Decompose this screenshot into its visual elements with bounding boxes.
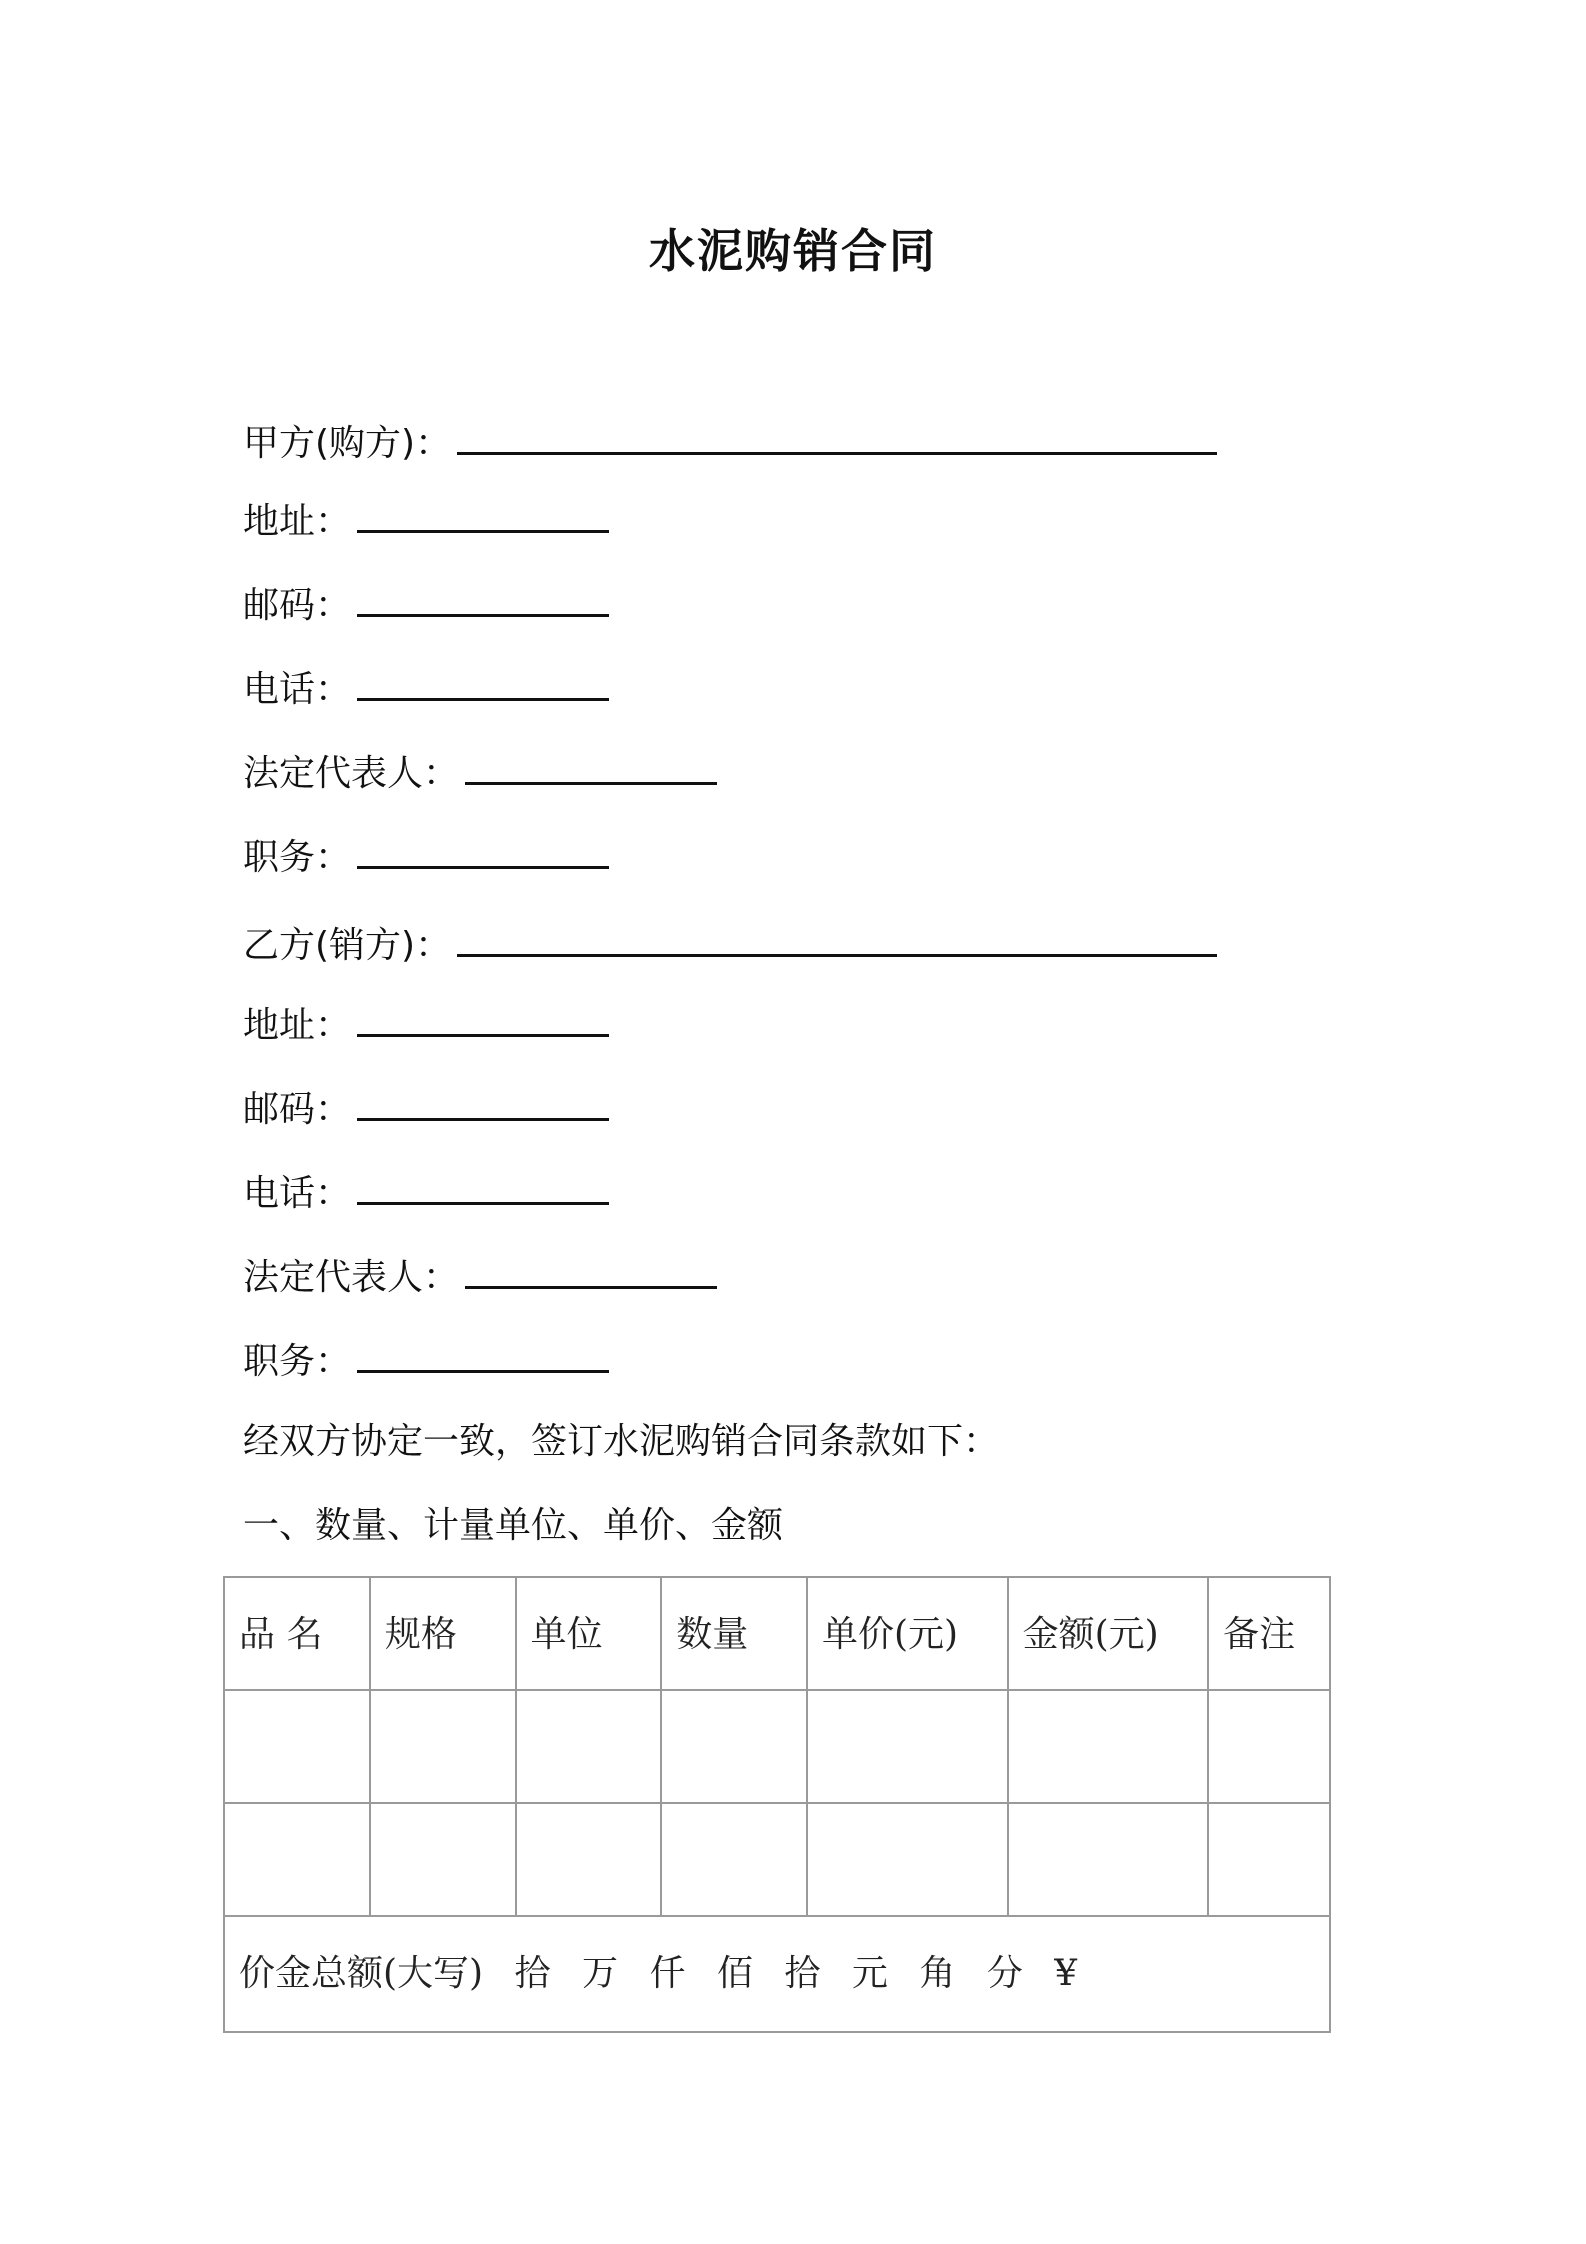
party-b-phone-line [243,1170,609,1218]
header-unit: 单位 [516,1577,662,1690]
party-b-representative-label: 法定代表人： [243,1257,460,1298]
party-b-representative-blank[interactable] [465,1256,717,1289]
party-a-postcode-label: 邮码： [243,585,352,626]
party-b-name-blank[interactable] [457,924,1217,957]
party-a-position-line [243,834,609,882]
party-a-phone-label: 电话： [243,669,352,710]
party-a-position-blank[interactable] [357,836,609,869]
header-spec: 规格 [370,1577,516,1690]
currency-symbol: ¥ [1054,1953,1078,1994]
total-unit: 角 [919,1953,956,1994]
party-a-address-line [243,498,609,546]
party-a-phone-blank[interactable] [357,668,609,701]
table-cell[interactable] [516,1690,662,1803]
table-cell[interactable] [807,1690,1008,1803]
party-a-representative-label: 法定代表人： [243,753,460,794]
party-b-position-label: 职务： [243,1341,352,1382]
party-a-phone-line [243,666,609,714]
party-b-address-blank[interactable] [357,1004,609,1037]
header-quantity: 数量 [661,1577,807,1690]
goods-table [223,1576,1331,2033]
table-cell[interactable] [807,1803,1008,1916]
party-b-heading-line [243,922,1217,970]
party-b-phone-label: 电话： [243,1173,352,1214]
party-a-position-label: 职务： [243,837,352,878]
party-a-address-label: 地址： [243,501,352,542]
table-cell[interactable] [224,1690,370,1803]
document-title: 水泥购销合同 [649,224,937,278]
header-product-name: 品 名 [224,1577,370,1690]
table-cell[interactable] [1208,1803,1330,1916]
party-b-address-line [243,1002,609,1050]
table-cell[interactable] [224,1803,370,1916]
party-b-postcode-blank[interactable] [357,1088,609,1121]
party-b-phone-blank[interactable] [357,1172,609,1205]
total-unit: 分 [986,1953,1023,1994]
total-amount-cell[interactable] [224,1916,1330,2032]
party-a-representative-blank[interactable] [465,752,717,785]
party-a-postcode-blank[interactable] [357,584,609,617]
party-a-name-blank[interactable] [457,422,1217,455]
party-a-address-blank[interactable] [357,500,609,533]
party-b-postcode-line [243,1086,609,1134]
table-cell[interactable] [1008,1690,1209,1803]
party-b-position-line [243,1338,609,1386]
table-cell[interactable] [661,1690,807,1803]
party-b-postcode-label: 邮码： [243,1089,352,1130]
total-unit: 仟 [649,1953,686,1994]
total-unit: 拾 [784,1953,821,1994]
party-a-heading-line [243,420,1217,468]
total-unit: 佰 [716,1953,753,1994]
party-a-postcode-line [243,582,609,630]
table-cell[interactable] [1008,1803,1209,1916]
table-cell[interactable] [661,1803,807,1916]
party-a-label: 甲方(购方)： [243,423,452,464]
party-b-label: 乙方(销方)： [243,925,452,966]
party-b-representative-line [243,1254,717,1302]
table-cell[interactable] [516,1803,662,1916]
party-b-address-label: 地址： [243,1005,352,1046]
table-header-row [224,1577,1330,1690]
table-cell[interactable] [1208,1690,1330,1803]
table-total-row [224,1916,1330,2032]
header-unit-price: 单价(元) [807,1577,1008,1690]
contract-intro: 经双方协定一致，签订水泥购销合同条款如下： [243,1421,1000,1462]
party-a-representative-line [243,750,717,798]
header-remarks: 备注 [1208,1577,1330,1690]
table-row [224,1803,1330,1916]
party-b-position-blank[interactable] [357,1340,609,1373]
table-row [224,1690,1330,1803]
total-unit: 万 [582,1953,619,1994]
total-unit: 元 [851,1953,888,1994]
header-amount: 金额(元) [1008,1577,1209,1690]
table-cell[interactable] [370,1803,516,1916]
total-unit: 拾 [514,1953,551,1994]
table-cell[interactable] [370,1690,516,1803]
total-amount-text [239,1953,1097,1994]
total-amount-label: 价金总额(大写) [239,1953,484,1994]
section-1-heading: 一、数量、计量单位、单价、金额 [243,1505,784,1546]
